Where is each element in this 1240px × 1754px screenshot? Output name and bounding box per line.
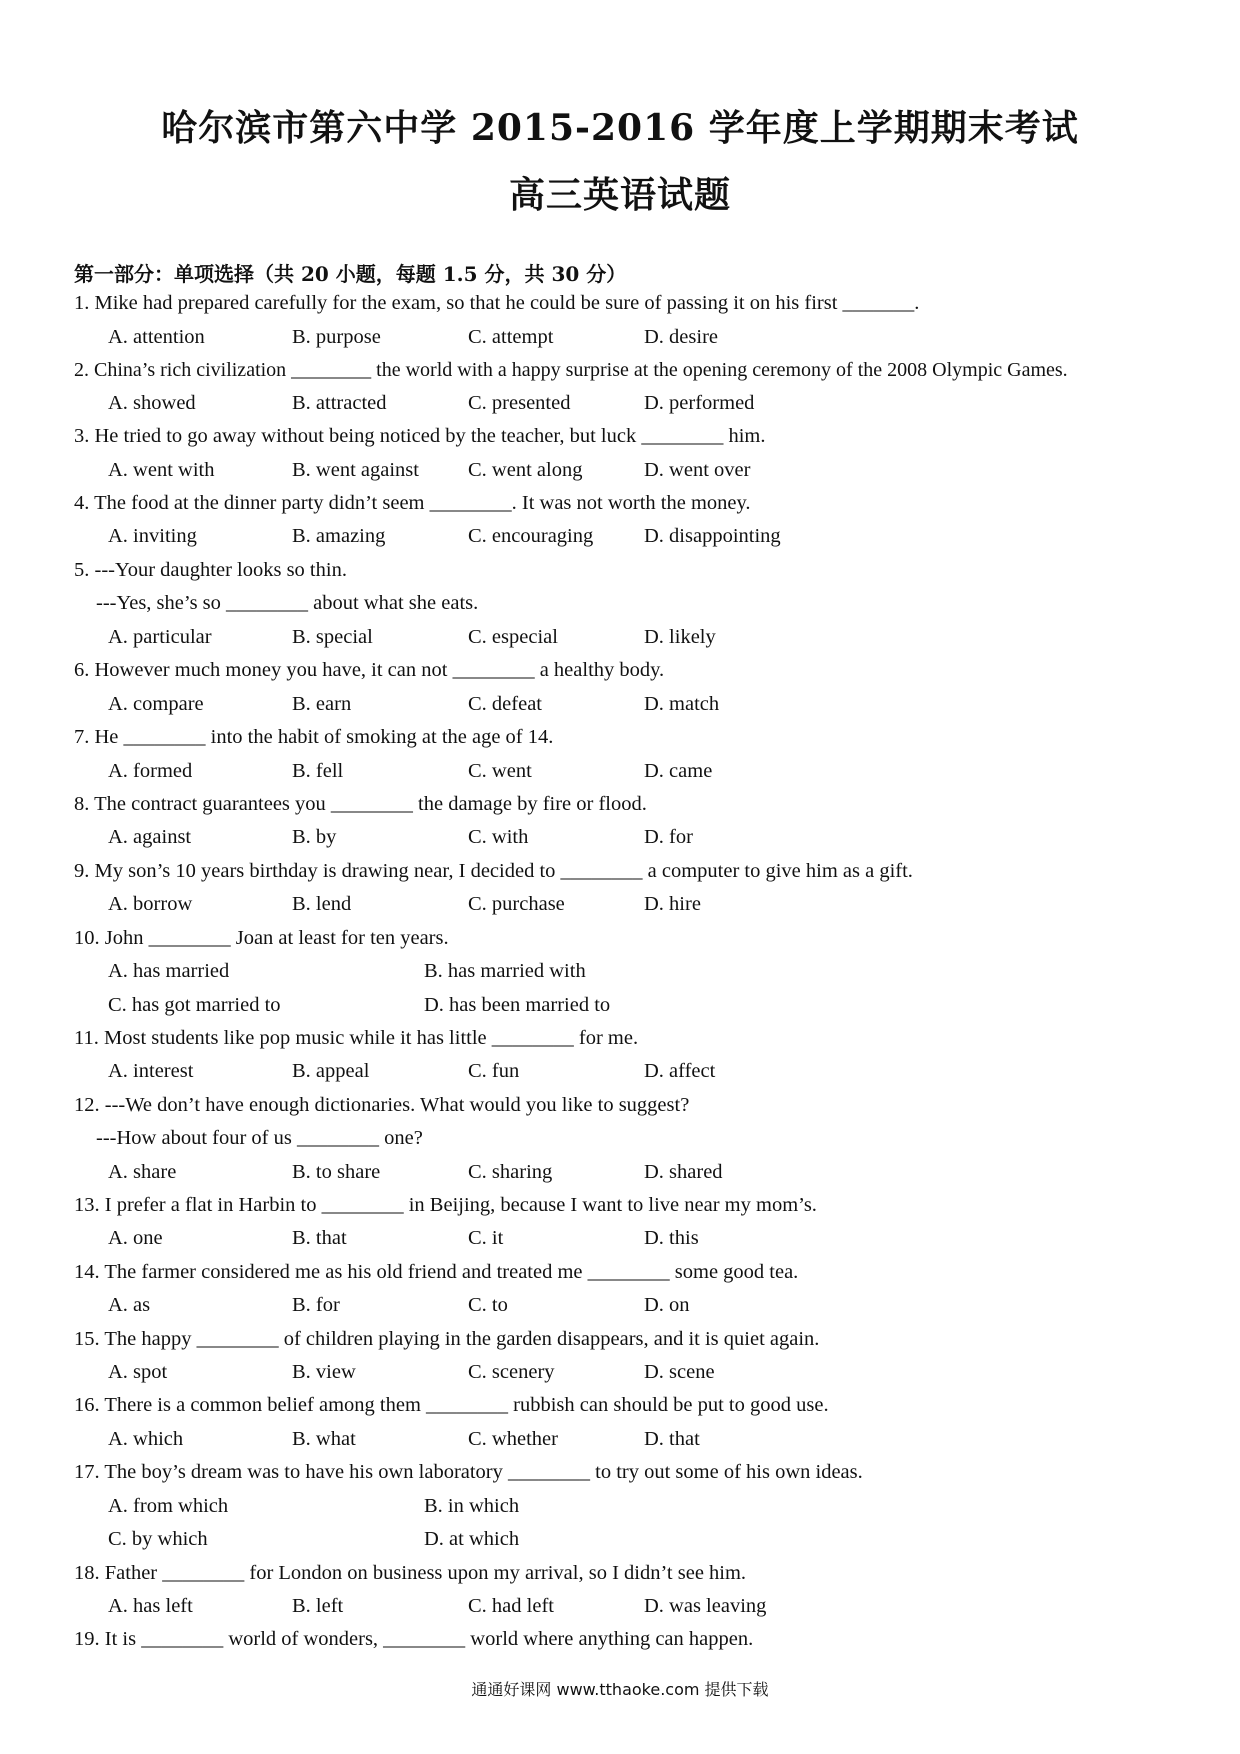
option-c: C. it — [468, 1227, 504, 1249]
question-5-reply: ---Yes, she’s so ________ about what she eats. — [96, 592, 479, 614]
option-a: A. formed — [108, 760, 193, 782]
option-b: B. left — [292, 1595, 344, 1617]
options-17-row1 — [108, 1494, 1208, 1518]
option-d: D. at which — [424, 1528, 520, 1550]
option-a: A. inviting — [108, 525, 197, 547]
option-b: B. purpose — [292, 326, 381, 348]
options-14 — [108, 1293, 1208, 1317]
option-d: D. on — [644, 1294, 690, 1316]
option-a: A. which — [108, 1428, 184, 1450]
options-13 — [108, 1226, 1208, 1250]
question-9: 9. My son’s 10 years birthday is drawing near, I decided to ________ a computer to give him as a gift. — [74, 860, 913, 882]
question-14: 14. The farmer considered me as his old friend and treated me ________ some good tea. — [74, 1261, 799, 1283]
question-19: 19. It is ________ world of wonders, ________ world where anything can happen. — [74, 1628, 754, 1650]
option-a: A. share — [108, 1161, 177, 1183]
option-b: B. has married with — [424, 960, 586, 982]
options-7 — [108, 759, 1208, 783]
option-c: C. with — [468, 826, 529, 848]
question-3: 3. He tried to go away without being noticed by the teacher, but luck ________ him. — [74, 425, 766, 447]
question-10: 10. John ________ Joan at least for ten years. — [74, 927, 449, 949]
options-16 — [108, 1427, 1208, 1451]
options-1 — [108, 325, 1208, 349]
option-c: C. encouraging — [468, 525, 594, 547]
option-b: B. special — [292, 626, 373, 648]
question-4: 4. The food at the dinner party didn’t seem ________. It was not worth the money. — [74, 492, 751, 514]
options-10-row2 — [108, 993, 1208, 1017]
option-b: B. attracted — [292, 392, 387, 414]
options-2 — [108, 391, 1208, 415]
option-b: B. amazing — [292, 525, 386, 547]
option-b: B. appeal — [292, 1060, 370, 1082]
option-d: D. has been married to — [424, 994, 611, 1016]
option-c: C. attempt — [468, 326, 554, 348]
question-8: 8. The contract guarantees you ________ the damage by fire or flood. — [74, 793, 647, 815]
option-c: C. whether — [468, 1428, 558, 1450]
option-b: B. went against — [292, 459, 419, 481]
option-a: A. particular — [108, 626, 212, 648]
question-5: 5. ---Your daughter looks so thin. — [74, 559, 347, 581]
option-a: A. attention — [108, 326, 205, 348]
exam-subtitle: 高三英语试题 — [508, 174, 731, 216]
option-b: B. in which — [424, 1495, 520, 1517]
option-a: A. against — [108, 826, 192, 848]
option-c: C. has got married to — [108, 994, 281, 1016]
option-c: C. fun — [468, 1060, 520, 1082]
option-a: A. spot — [108, 1361, 168, 1383]
option-d: D. desire — [644, 326, 719, 348]
option-c: C. purchase — [468, 893, 565, 915]
option-c: C. scenery — [468, 1361, 555, 1383]
option-d: D. scene — [644, 1361, 715, 1383]
question-15: 15. The happy ________ of children playing in the garden disappears, and it is quiet again. — [74, 1328, 820, 1350]
option-a: A. one — [108, 1227, 163, 1249]
option-c: C. especial — [468, 626, 558, 648]
exam-title: 哈尔滨市第六中学 2015-2016 学年度上学期期末考试 — [161, 107, 1079, 149]
option-d: D. likely — [644, 626, 716, 648]
option-d: D. came — [644, 760, 713, 782]
option-c: C. to — [468, 1294, 508, 1316]
option-a: A. has left — [108, 1595, 193, 1617]
footer-watermark: 通通好课网 www.tthaoke.com 提供下载 — [471, 1680, 769, 1699]
options-3 — [108, 458, 1208, 482]
option-b: B. by — [292, 826, 337, 848]
option-a: A. from which — [108, 1495, 229, 1517]
question-11: 11. Most students like pop music while it has little ________ for me. — [74, 1027, 639, 1049]
option-b: B. earn — [292, 693, 352, 715]
question-6: 6. However much money you have, it can not ________ a healthy body. — [74, 659, 665, 681]
option-d: D. performed — [644, 392, 755, 414]
option-c: C. went along — [468, 459, 583, 481]
option-c: C. defeat — [468, 693, 542, 715]
option-a: A. borrow — [108, 893, 193, 915]
option-b: B. what — [292, 1428, 356, 1450]
option-d: D. shared — [644, 1161, 723, 1183]
option-b: B. view — [292, 1361, 356, 1383]
option-d: D. went over — [644, 459, 751, 481]
option-d: D. was leaving — [644, 1595, 767, 1617]
question-12-reply: ---How about four of us ________ one? — [96, 1127, 423, 1149]
question-16: 16. There is a common belief among them ________ rubbish can should be put to good use. — [74, 1394, 829, 1416]
options-18 — [108, 1594, 1208, 1618]
question-1: 1. Mike had prepared carefully for the exam, so that he could be sure of passing it on his first _______. — [74, 292, 920, 314]
option-d: D. match — [644, 693, 720, 715]
question-7: 7. He ________ into the habit of smoking at the age of 14. — [74, 726, 554, 748]
option-a: A. has married — [108, 960, 230, 982]
question-2: 2. China’s rich civilization ________ the world with a happy surprise at the opening ceremony of the 2008 Olympic Games. — [74, 359, 1068, 381]
options-6 — [108, 692, 1208, 716]
option-d: D. that — [644, 1428, 700, 1450]
question-12: 12. ---We don’t have enough dictionaries. What would you like to suggest? — [74, 1094, 690, 1116]
options-15 — [108, 1360, 1208, 1384]
options-11 — [108, 1059, 1208, 1083]
options-12 — [108, 1160, 1208, 1184]
option-a: A. showed — [108, 392, 196, 414]
option-c: C. had left — [468, 1595, 554, 1617]
option-d: D. disappointing — [644, 525, 781, 547]
option-c: C. presented — [468, 392, 571, 414]
option-c: C. sharing — [468, 1161, 553, 1183]
option-b: B. to share — [292, 1161, 381, 1183]
options-8 — [108, 825, 1208, 849]
option-d: D. hire — [644, 893, 701, 915]
option-d: D. affect — [644, 1060, 716, 1082]
option-a: A. went with — [108, 459, 215, 481]
option-b: B. for — [292, 1294, 340, 1316]
option-d: D. for — [644, 826, 693, 848]
option-b: B. fell — [292, 760, 344, 782]
option-a: A. as — [108, 1294, 151, 1316]
option-c: C. by which — [108, 1528, 208, 1550]
question-13: 13. I prefer a flat in Harbin to ________ in Beijing, because I want to live near my mom’s. — [74, 1194, 817, 1216]
options-10-row1 — [108, 959, 1208, 983]
options-5 — [108, 625, 1208, 649]
option-b: B. that — [292, 1227, 347, 1249]
options-4 — [108, 524, 1208, 548]
option-c: C. went — [468, 760, 532, 782]
option-a: A. interest — [108, 1060, 194, 1082]
options-9 — [108, 892, 1208, 916]
question-18: 18. Father ________ for London on business upon my arrival, so I didn’t see him. — [74, 1562, 747, 1584]
option-b: B. lend — [292, 893, 352, 915]
section-heading: 第一部分：单项选择（共 20 小题，每题 1.5 分，共 30 分） — [74, 262, 627, 286]
question-17: 17. The boy’s dream was to have his own laboratory ________ to try out some of his own ideas. — [74, 1461, 863, 1483]
option-d: D. this — [644, 1227, 699, 1249]
options-17-row2 — [108, 1527, 1208, 1551]
option-a: A. compare — [108, 693, 204, 715]
